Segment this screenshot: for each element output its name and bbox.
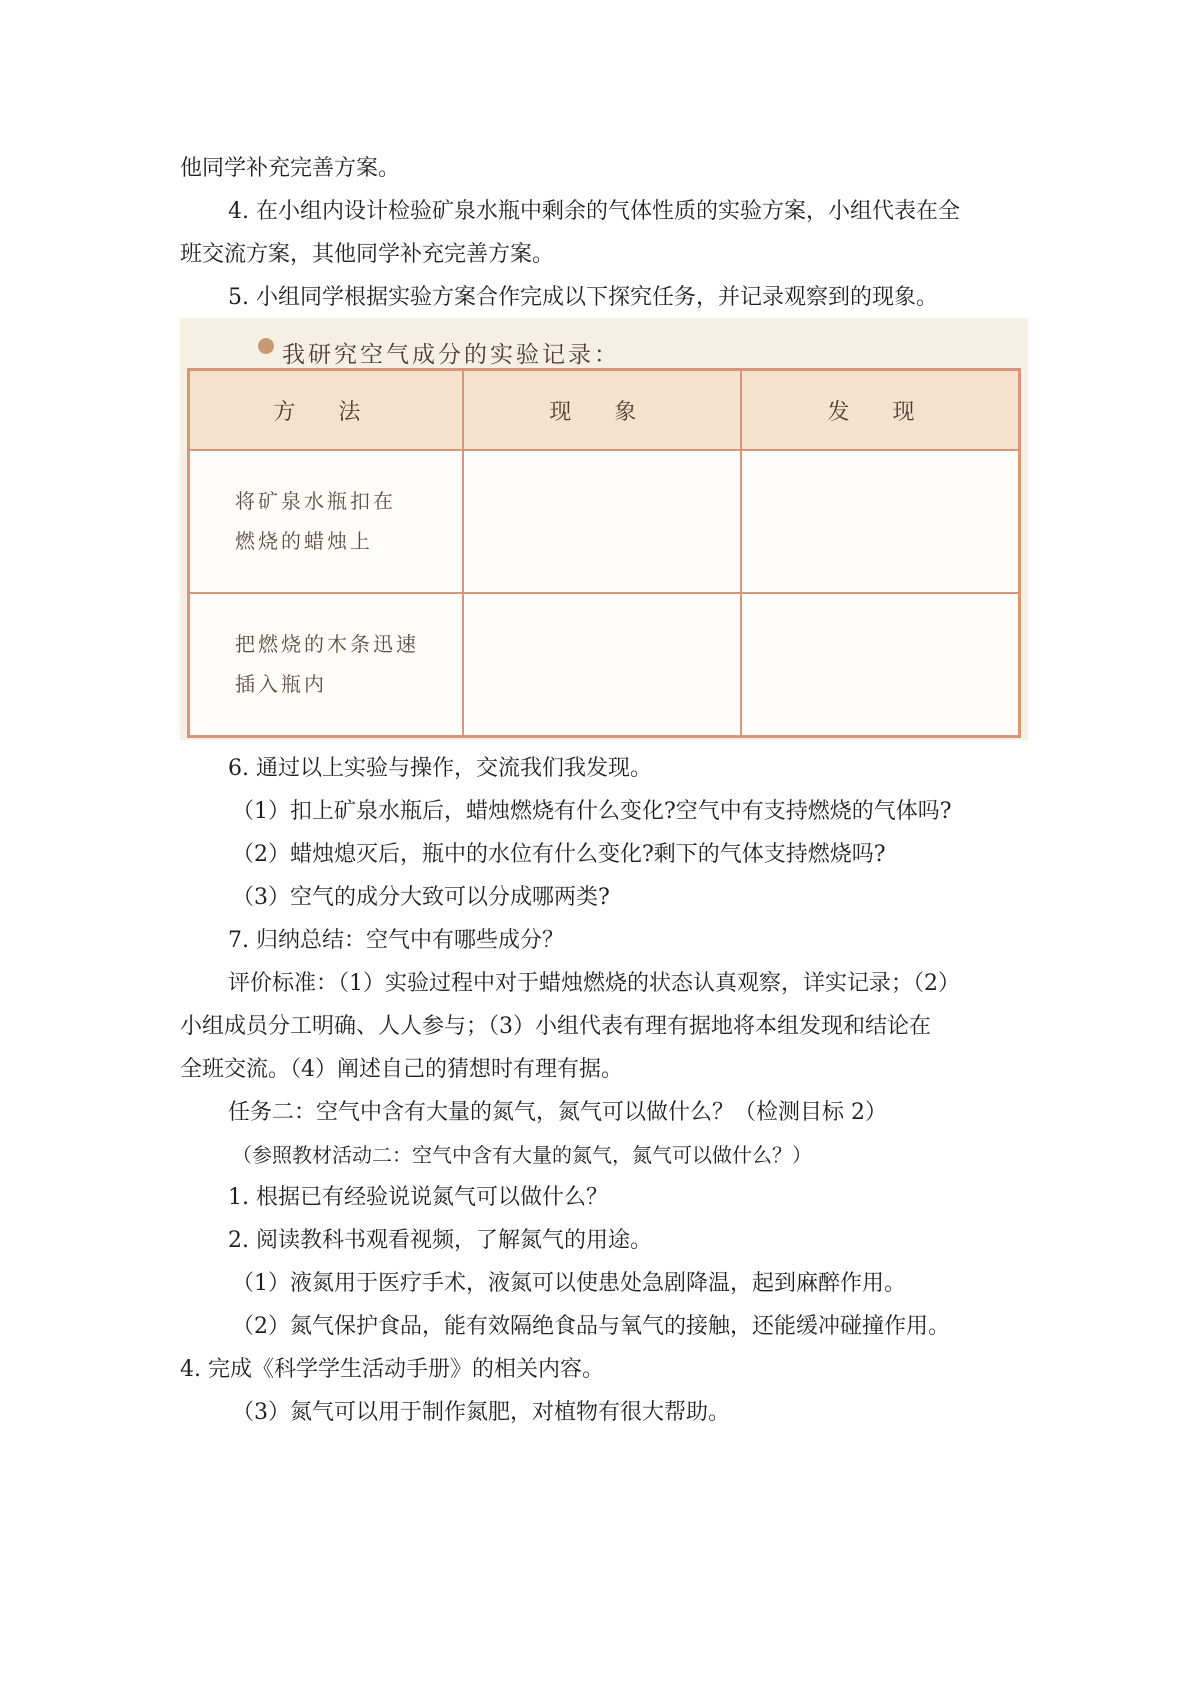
table-row <box>189 593 1020 737</box>
method-line: 燃烧的蜡烛上 <box>235 529 373 554</box>
method-cell <box>189 450 463 593</box>
phenomenon-cell[interactable] <box>463 450 741 593</box>
text-line: （3）空气的成分大致可以分成哪两类? <box>232 885 610 910</box>
text-line: （1）扣上矿泉水瓶后，蜡烛燃烧有什么变化?空气中有支持燃烧的气体吗? <box>232 799 952 824</box>
method-line: 把燃烧的木条迅速 <box>235 632 419 657</box>
text-line: 班交流方案，其他同学补充完善方案。 <box>180 242 555 267</box>
experiment-record-figure <box>180 318 1028 740</box>
text-line: 7. 归纳总结：空气中有哪些成分？ <box>228 928 564 953</box>
bullet-dot-icon <box>258 338 274 354</box>
header-finding: 发 现 <box>741 370 1019 451</box>
experiment-record-table <box>187 368 1021 738</box>
text-line: 5. 小组同学根据实验方案合作完成以下探究任务，并记录观察到的现象。 <box>228 285 938 310</box>
method-line: 插入瓶内 <box>235 672 327 697</box>
figure-title: 我研究空气成分的实验记录： <box>282 342 620 368</box>
finding-cell[interactable] <box>741 450 1019 593</box>
text-line: 6. 通过以上实验与操作，交流我们我发现。 <box>228 756 652 781</box>
text-line: （1）液氮用于医疗手术，液氮可以使患处急剧降温，起到麻醉作用。 <box>232 1271 906 1296</box>
text-line: （2）氮气保护食品，能有效隔绝食品与氧气的接触，还能缓冲碰撞作用。 <box>232 1314 950 1339</box>
method-line: 将矿泉水瓶扣在 <box>235 489 396 514</box>
text-line: 小组成员分工明确、人人参与；（3）小组代表有理有据地将本组发现和结论在 <box>180 1014 931 1039</box>
text-line: （3）氮气可以用于制作氮肥，对植物有很大帮助。 <box>232 1400 730 1425</box>
table-row <box>189 450 1020 593</box>
text-line: 他同学补充完善方案。 <box>180 156 401 181</box>
phenomenon-cell[interactable] <box>463 593 741 737</box>
header-phenomenon: 现 象 <box>463 370 741 451</box>
method-cell <box>189 593 463 737</box>
finding-cell[interactable] <box>741 593 1019 737</box>
text-line: 2. 阅读教科书观看视频，了解氮气的用途。 <box>228 1228 652 1253</box>
text-line: 4. 完成《科学学生活动手册》的相关内容。 <box>180 1357 604 1382</box>
text-line: 任务二：空气中含有大量的氮气，氮气可以做什么？（检测目标 2） <box>228 1100 887 1125</box>
table-header-row <box>189 370 1020 451</box>
text-line: 评价标准：（1）实验过程中对于蜡烛燃烧的状态认真观察，详实记录；（2） <box>228 971 960 996</box>
header-method: 方 法 <box>189 370 463 451</box>
text-line: （参照教材活动二：空气中含有大量的氮气，氮气可以做什么？） <box>232 1143 812 1167</box>
text-line: 1. 根据已有经验说说氮气可以做什么？ <box>228 1185 608 1210</box>
text-line: 全班交流。（4）阐述自己的猜想时有理有据。 <box>180 1057 623 1082</box>
text-line: 4. 在小组内设计检验矿泉水瓶中剩余的气体性质的实验方案，小组代表在全 <box>228 199 960 224</box>
text-line: （2）蜡烛熄灭后，瓶中的水位有什么变化?剩下的气体支持燃烧吗? <box>232 842 886 867</box>
